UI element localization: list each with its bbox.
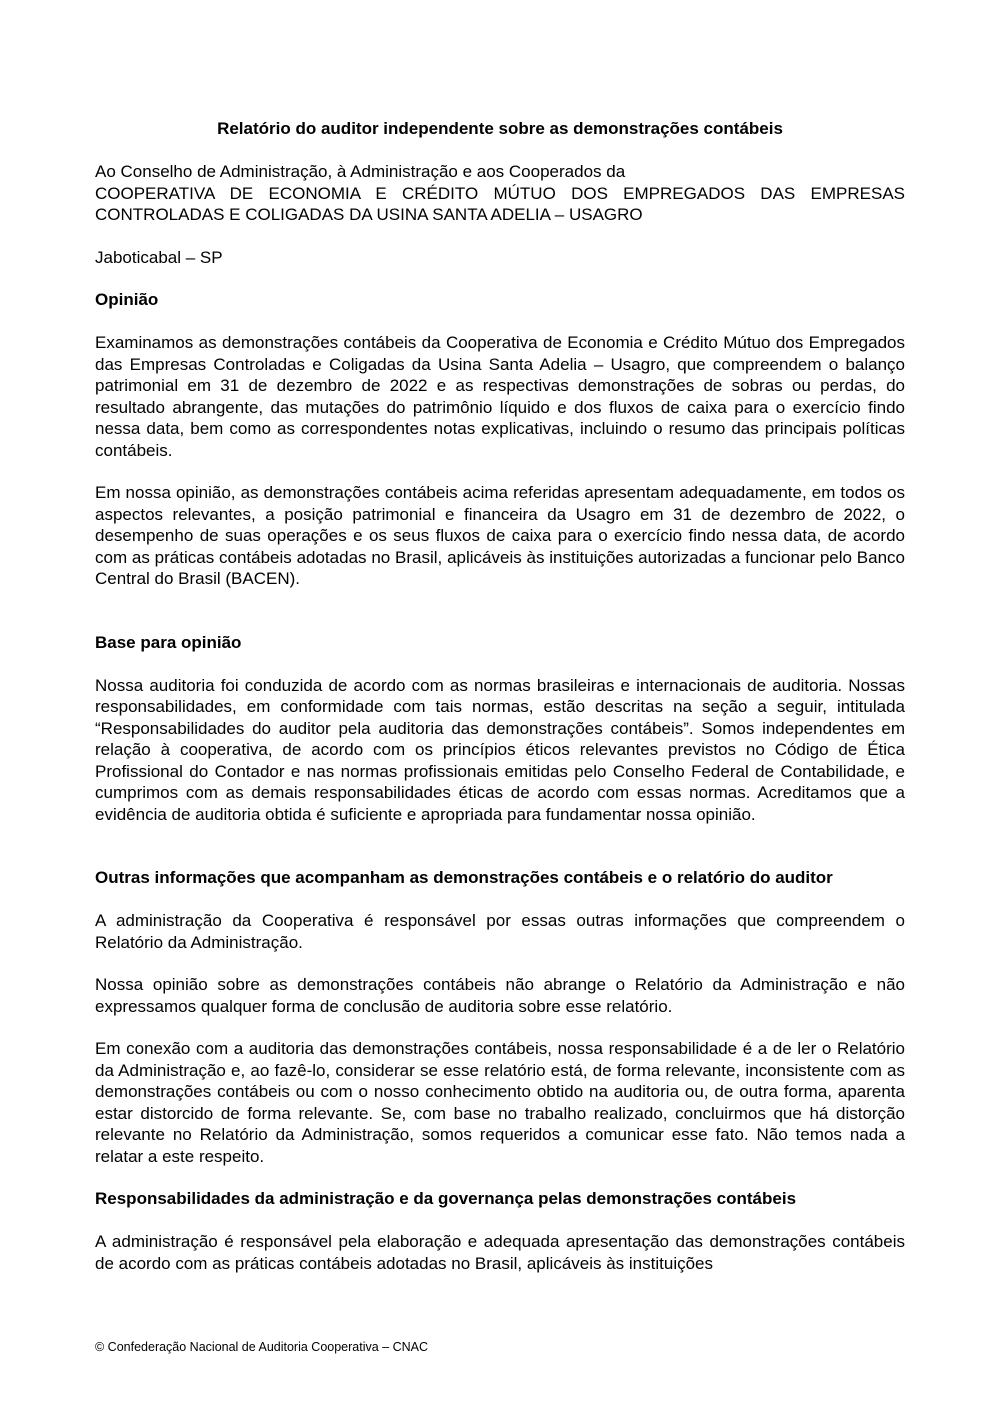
addressee-company: COOPERATIVA DE ECONOMIA E CRÉDITO MÚTUO DOS EMPREGADOS DAS EMPRESAS CONTROLADAS E COLIGADAS DA USINA SANTA ADELIA – USAGRO [95, 183, 905, 224]
section-heading-outras: Outras informações que acompanham as demonstrações contábeis e o relatório do auditor [95, 868, 833, 887]
document-page [95, 118, 905, 1274]
paragraph: Em nossa opinião, as demonstrações contábeis acima referidas apresentam adequadamente, em todos os aspectos relevantes, a posição patrimonial e financeira da Usagro em 31 de dezembro de 2022, o desempenho de suas operações e os seus fluxos de caixa para o exercício findo nessa data, de acordo com as práticas contábeis adotadas no Brasil, aplicáveis às instituições autorizadas a funcionar pelo Banco Central do Brasil (BACEN). [95, 483, 905, 588]
paragraph: Em conexão com a auditoria das demonstrações contábeis, nossa responsabilidade é a de ler o Relatório da Administração e, ao fazê-lo, considerar se esse relatório está, de forma relevante, inconsistente com as demonstrações contábeis ou com o nosso conhecimento obtido na auditoria ou, de outra forma, aparenta estar distorcido de forma relevante. Se, com base no trabalho realizado, concluirmos que há distorção relevante no Relatório da Administração, somos requeridos a comunicar esse fato. Não temos nada a relatar a este respeito. [95, 1039, 905, 1166]
section-heading-base: Base para opinião [95, 632, 242, 652]
page-footer: © Confederação Nacional de Auditoria Cooperativa – CNAC [95, 1340, 429, 1354]
document-title: Relatório do auditor independente sobre as demonstrações contábeis [217, 119, 783, 138]
paragraph: Nossa opinião sobre as demonstrações contábeis não abrange o Relatório da Administração e não expressamos qualquer forma de conclusão de auditoria sobre esse relatório. [95, 975, 905, 1016]
addressee-line: Ao Conselho de Administração, à Administração e aos Cooperados da [95, 162, 626, 181]
paragraph: Examinamos as demonstrações contábeis da Cooperativa de Economia e Crédito Mútuo dos Empregados das Empresas Controladas e Coligadas da Usina Santa Adelia – Usagro, que compreendem o balanço patrimonial em 31 de dezembro de 2022 e as respectivas demonstrações de sobras ou perdas, do resultado abrangente, das mutações do patrimônio líquido e dos fluxos de caixa para o exercício findo nessa data, bem como as correspondentes notas explicativas, incluindo o resumo das principais políticas contábeis. [95, 333, 905, 460]
location: Jaboticabal – SP [95, 247, 223, 267]
section-heading-responsabilidades: Responsabilidades da administração e da governança pelas demonstrações contábeis [95, 1189, 797, 1208]
paragraph: A administração é responsável pela elaboração e adequada apresentação das demonstrações contábeis de acordo com as práticas contábeis adotadas no Brasil, aplicáveis às instituições [95, 1232, 905, 1273]
section-heading-opiniao: Opinião [95, 290, 159, 309]
paragraph: Nossa auditoria foi conduzida de acordo com as normas brasileiras e internacionais de auditoria. Nossas responsabilidades, em conformidade com tais normas, estão descritas na seção a seguir, intitulada “Responsabilidades do auditor pela auditoria das demonstrações contábeis”. Somos independentes em relação à cooperativa, de acordo com os princípios éticos relevantes previstos no Código de Ética Profissional do Contador e nas normas profissionais emitidas pelo Conselho Federal de Contabilidade, e cumprimos com as demais responsabilidades éticas de acordo com essas normas. Acreditamos que a evidência de auditoria obtida é suficiente e apropriada para fundamentar nossa opinião. [95, 675, 905, 824]
paragraph: A administração da Cooperativa é responsável por essas outras informações que compreendem o Relatório da Administração. [95, 911, 905, 952]
